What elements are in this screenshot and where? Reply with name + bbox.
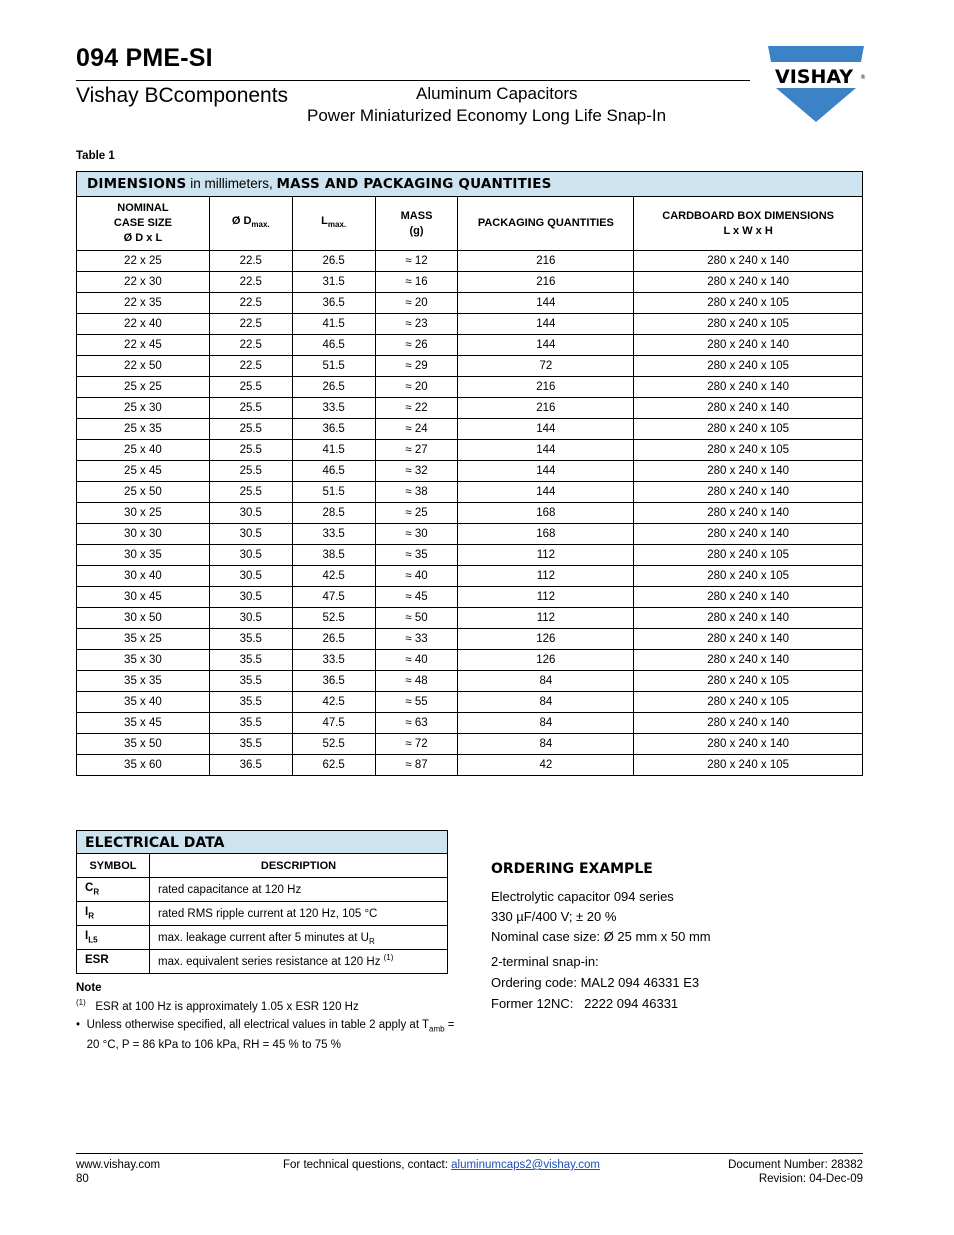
cell-dmax: 25.5 [209, 461, 292, 482]
cell-mass: ≈ 30 [375, 524, 458, 545]
header-rule [76, 80, 750, 81]
cell-packaging-qty: 112 [458, 566, 634, 587]
cell-dmax: 25.5 [209, 419, 292, 440]
cell-packaging-qty: 168 [458, 503, 634, 524]
note-heading: Note [76, 982, 102, 994]
cell-mass: ≈ 20 [375, 293, 458, 314]
table-row [77, 356, 863, 377]
cell-packaging-qty: 84 [458, 671, 634, 692]
cell-lmax: 36.5 [292, 293, 375, 314]
table-row [77, 692, 863, 713]
cell-case-size: 35 x 30 [77, 650, 210, 671]
cell-mass: ≈ 25 [375, 503, 458, 524]
cell-packaging-qty: 84 [458, 734, 634, 755]
table-row [77, 713, 863, 734]
cell-dmax: 22.5 [209, 314, 292, 335]
cell-mass: ≈ 48 [375, 671, 458, 692]
note-1: $^{(1)}$ ESR at 100 Hz is approximately 1.05 x ESR 120 Hz [76, 998, 359, 1013]
svg-text:®: ® [860, 74, 866, 81]
cell-mass: ≈ 63 [375, 713, 458, 734]
subtitle-line-1: Aluminum Capacitors [416, 84, 578, 103]
cell-mass: ≈ 40 [375, 650, 458, 671]
table-row [77, 482, 863, 503]
cell-lmax: 38.5 [292, 545, 375, 566]
table-row [77, 524, 863, 545]
cell-packaging-qty: 144 [458, 419, 634, 440]
electrical-data-table [76, 830, 448, 974]
cell-case-size: 25 x 25 [77, 377, 210, 398]
table-row [77, 272, 863, 293]
cell-packaging-qty: 112 [458, 608, 634, 629]
ordering-code: Ordering code: MAL2 094 46331 E3 [491, 975, 700, 990]
cell-lmax: 47.5 [292, 587, 375, 608]
cell-dmax: 25.5 [209, 377, 292, 398]
cell-box-dimensions: 280 x 240 x 140 [634, 629, 863, 650]
cell-dmax: 35.5 [209, 713, 292, 734]
cell-case-size: 35 x 45 [77, 713, 210, 734]
revision-date: Revision: 04-Dec-09 [758, 1173, 863, 1185]
table-row [77, 566, 863, 587]
cell-box-dimensions: 280 x 240 x 105 [634, 755, 863, 776]
col-dmax: Ø $D_{max.}$ [209, 197, 292, 251]
table-row [77, 587, 863, 608]
cell-packaging-qty: 216 [458, 398, 634, 419]
table-row [77, 398, 863, 419]
cell-lmax: 52.5 [292, 608, 375, 629]
cell-mass: ≈ 22 [375, 398, 458, 419]
former-12nc: Former 12NC: 2222 094 46331 [491, 996, 679, 1011]
cell-mass: ≈ 45 [375, 587, 458, 608]
cell-case-size: 30 x 40 [77, 566, 210, 587]
dimensions-band: DIMENSIONS in millimeters, MASS AND PACKAGING QUANTITIES [77, 172, 863, 197]
cell-dmax: 22.5 [209, 251, 292, 272]
cell-symbol: $I_R$ [77, 902, 150, 926]
table-row [77, 755, 863, 776]
cell-lmax: 42.5 [292, 566, 375, 587]
cell-dmax: 30.5 [209, 524, 292, 545]
footer-url[interactable]: www.vishay.com [76, 1159, 161, 1171]
cell-lmax: 42.5 [292, 692, 375, 713]
cell-lmax: 26.5 [292, 629, 375, 650]
cell-dmax: 35.5 [209, 734, 292, 755]
ordering-line-4: 2-terminal snap-in: [491, 954, 599, 969]
col-symbol: SYMBOL [77, 854, 150, 878]
page-title: 094 PME-SI [76, 44, 213, 72]
cell-case-size: 25 x 45 [77, 461, 210, 482]
cell-lmax: 33.5 [292, 524, 375, 545]
cell-dmax: 22.5 [209, 356, 292, 377]
cell-dmax: 35.5 [209, 650, 292, 671]
cell-case-size: 35 x 25 [77, 629, 210, 650]
cell-mass: ≈ 33 [375, 629, 458, 650]
cell-box-dimensions: 280 x 240 x 140 [634, 272, 863, 293]
table-row [77, 629, 863, 650]
cell-dmax: 22.5 [209, 335, 292, 356]
cell-packaging-qty: 144 [458, 335, 634, 356]
cell-packaging-qty: 216 [458, 377, 634, 398]
cell-lmax: 33.5 [292, 650, 375, 671]
cell-box-dimensions: 280 x 240 x 105 [634, 692, 863, 713]
ordering-line-1: Electrolytic capacitor 094 series [491, 889, 674, 904]
cell-mass: ≈ 32 [375, 461, 458, 482]
cell-case-size: 30 x 35 [77, 545, 210, 566]
cell-description: rated capacitance at 120 Hz [150, 878, 448, 902]
cell-dmax: 22.5 [209, 293, 292, 314]
table-row [77, 950, 448, 974]
table-row [77, 902, 448, 926]
cell-box-dimensions: 280 x 240 x 140 [634, 377, 863, 398]
cell-case-size: 22 x 25 [77, 251, 210, 272]
cell-lmax: 41.5 [292, 314, 375, 335]
cell-case-size: 25 x 50 [77, 482, 210, 503]
cell-lmax: 47.5 [292, 713, 375, 734]
subtitle-line-2: Power Miniaturized Economy Long Life Snap-In [307, 106, 667, 125]
cell-mass: ≈ 50 [375, 608, 458, 629]
cell-lmax: 51.5 [292, 482, 375, 503]
electrical-band: ELECTRICAL DATA [77, 831, 448, 854]
cell-symbol: $I_{L5}$ [77, 926, 150, 950]
cell-case-size: 22 x 50 [77, 356, 210, 377]
cell-mass: ≈ 24 [375, 419, 458, 440]
table-row [77, 608, 863, 629]
cell-case-size: 25 x 40 [77, 440, 210, 461]
cell-packaging-qty: 126 [458, 650, 634, 671]
cell-packaging-qty: 126 [458, 629, 634, 650]
col-packaging: PACKAGING QUANTITIES [458, 197, 634, 251]
cell-description: rated RMS ripple current at 120 Hz, 105 °C [150, 902, 448, 926]
cell-case-size: 35 x 35 [77, 671, 210, 692]
contact-email-link[interactable]: aluminumcaps2@vishay.com [451, 1159, 601, 1171]
cell-mass: ≈ 12 [375, 251, 458, 272]
cell-box-dimensions: 280 x 240 x 105 [634, 419, 863, 440]
cell-box-dimensions: 280 x 240 x 140 [634, 461, 863, 482]
table-row [77, 926, 448, 950]
cell-dmax: 25.5 [209, 482, 292, 503]
table-row [77, 251, 863, 272]
cell-mass: ≈ 72 [375, 734, 458, 755]
cell-dmax: 30.5 [209, 608, 292, 629]
cell-packaging-qty: 72 [458, 356, 634, 377]
cell-mass: ≈ 55 [375, 692, 458, 713]
cell-case-size: 30 x 30 [77, 524, 210, 545]
cell-lmax: 33.5 [292, 398, 375, 419]
cell-dmax: 30.5 [209, 587, 292, 608]
cell-dmax: 35.5 [209, 692, 292, 713]
cell-box-dimensions: 280 x 240 x 105 [634, 356, 863, 377]
cell-dmax: 35.5 [209, 629, 292, 650]
cell-box-dimensions: 280 x 240 x 140 [634, 608, 863, 629]
table-row [77, 671, 863, 692]
cell-mass: ≈ 38 [375, 482, 458, 503]
cell-box-dimensions: 280 x 240 x 105 [634, 671, 863, 692]
cell-box-dimensions: 280 x 240 x 105 [634, 566, 863, 587]
cell-case-size: 22 x 40 [77, 314, 210, 335]
cell-lmax: 36.5 [292, 419, 375, 440]
note-2: • Unless otherwise specified, all electrical values in table 2 apply at $T_{amb} = 20$ °C, P = 86 kPa to 106 kPa, RH = 45 % to 75 % [76, 1019, 455, 1052]
table-row [77, 650, 863, 671]
cell-lmax: 36.5 [292, 671, 375, 692]
cell-packaging-qty: 112 [458, 587, 634, 608]
cell-dmax: 30.5 [209, 566, 292, 587]
table-row [77, 440, 863, 461]
cell-mass: ≈ 20 [375, 377, 458, 398]
cell-lmax: 46.5 [292, 461, 375, 482]
table-row [77, 878, 448, 902]
cell-case-size: 30 x 45 [77, 587, 210, 608]
cell-dmax: 22.5 [209, 272, 292, 293]
cell-dmax: 30.5 [209, 545, 292, 566]
cell-box-dimensions: 280 x 240 x 140 [634, 251, 863, 272]
footer-rule [76, 1153, 863, 1154]
table-row [77, 314, 863, 335]
cell-dmax: 25.5 [209, 440, 292, 461]
cell-lmax: 62.5 [292, 755, 375, 776]
cell-lmax: 31.5 [292, 272, 375, 293]
cell-description: max. leakage current after 5 minutes at $U_R$ [150, 926, 448, 950]
cell-case-size: 25 x 35 [77, 419, 210, 440]
table-row [77, 734, 863, 755]
cell-packaging-qty: 144 [458, 293, 634, 314]
col-lmax: $L_{max.}$ [292, 197, 375, 251]
cell-box-dimensions: 280 x 240 x 140 [634, 335, 863, 356]
col-description: DESCRIPTION [150, 854, 448, 878]
cell-case-size: 35 x 40 [77, 692, 210, 713]
cell-packaging-qty: 42 [458, 755, 634, 776]
cell-mass: ≈ 23 [375, 314, 458, 335]
cell-case-size: 30 x 25 [77, 503, 210, 524]
table-row [77, 461, 863, 482]
table-row [77, 377, 863, 398]
cell-packaging-qty: 84 [458, 692, 634, 713]
ordering-example-heading: ORDERING EXAMPLE [491, 861, 653, 877]
cell-lmax: 46.5 [292, 335, 375, 356]
footer-contact: For technical questions, contact: aluminumcaps2@vishay.com [283, 1159, 601, 1171]
cell-packaging-qty: 144 [458, 314, 634, 335]
cell-box-dimensions: 280 x 240 x 105 [634, 293, 863, 314]
table-row [77, 503, 863, 524]
ordering-line-3: Nominal case size: Ø 25 mm x 50 mm [491, 929, 711, 944]
cell-case-size: 35 x 50 [77, 734, 210, 755]
document-number: Document Number: 28382 [728, 1159, 863, 1171]
cell-mass: ≈ 26 [375, 335, 458, 356]
cell-packaging-qty: 216 [458, 251, 634, 272]
cell-packaging-qty: 168 [458, 524, 634, 545]
cell-dmax: 30.5 [209, 503, 292, 524]
cell-dmax: 35.5 [209, 671, 292, 692]
cell-packaging-qty: 144 [458, 461, 634, 482]
cell-case-size: 35 x 60 [77, 755, 210, 776]
cell-lmax: 41.5 [292, 440, 375, 461]
cell-lmax: 26.5 [292, 377, 375, 398]
cell-box-dimensions: 280 x 240 x 140 [634, 524, 863, 545]
ordering-line-2: 330 µF/400 V; ± 20 % [491, 909, 617, 924]
cell-case-size: 22 x 45 [77, 335, 210, 356]
cell-mass: ≈ 16 [375, 272, 458, 293]
cell-case-size: 22 x 35 [77, 293, 210, 314]
page-number: 80 [76, 1173, 89, 1185]
table-label: Table 1 [76, 150, 115, 162]
cell-case-size: 30 x 50 [77, 608, 210, 629]
cell-mass: ≈ 27 [375, 440, 458, 461]
cell-mass: ≈ 87 [375, 755, 458, 776]
cell-symbol: ESR [77, 950, 150, 974]
cell-box-dimensions: 280 x 240 x 105 [634, 314, 863, 335]
dimensions-table [76, 171, 863, 776]
cell-packaging-qty: 112 [458, 545, 634, 566]
cell-case-size: 25 x 30 [77, 398, 210, 419]
cell-box-dimensions: 280 x 240 x 140 [634, 587, 863, 608]
cell-packaging-qty: 144 [458, 440, 634, 461]
col-mass: MASS (g) [375, 197, 458, 251]
cell-box-dimensions: 280 x 240 x 140 [634, 713, 863, 734]
cell-mass: ≈ 35 [375, 545, 458, 566]
cell-lmax: 52.5 [292, 734, 375, 755]
col-case-size: NOMINAL CASE SIZE Ø D x L [77, 197, 210, 251]
table-row [77, 335, 863, 356]
cell-box-dimensions: 280 x 240 x 140 [634, 482, 863, 503]
cell-lmax: 51.5 [292, 356, 375, 377]
cell-packaging-qty: 144 [458, 482, 634, 503]
col-box-dimensions: CARDBOARD BOX DIMENSIONS L x W x H [634, 197, 863, 251]
cell-box-dimensions: 280 x 240 x 105 [634, 545, 863, 566]
company-name: Vishay BCcomponents [76, 84, 289, 107]
cell-mass: ≈ 29 [375, 356, 458, 377]
cell-lmax: 28.5 [292, 503, 375, 524]
cell-box-dimensions: 280 x 240 x 140 [634, 503, 863, 524]
cell-description: max. equivalent series resistance at 120 Hz $^{(1)}$ [150, 950, 448, 974]
cell-case-size: 22 x 30 [77, 272, 210, 293]
logo-text: VISHAY [774, 66, 854, 88]
table-row [77, 545, 863, 566]
cell-mass: ≈ 40 [375, 566, 458, 587]
vishay-logo [766, 46, 866, 122]
cell-packaging-qty: 84 [458, 713, 634, 734]
cell-box-dimensions: 280 x 240 x 140 [634, 398, 863, 419]
cell-symbol: $C_R$ [77, 878, 150, 902]
cell-packaging-qty: 216 [458, 272, 634, 293]
cell-lmax: 26.5 [292, 251, 375, 272]
cell-box-dimensions: 280 x 240 x 105 [634, 440, 863, 461]
cell-dmax: 25.5 [209, 398, 292, 419]
cell-box-dimensions: 280 x 240 x 140 [634, 734, 863, 755]
table-row [77, 419, 863, 440]
cell-box-dimensions: 280 x 240 x 140 [634, 650, 863, 671]
cell-dmax: 36.5 [209, 755, 292, 776]
table-row [77, 293, 863, 314]
